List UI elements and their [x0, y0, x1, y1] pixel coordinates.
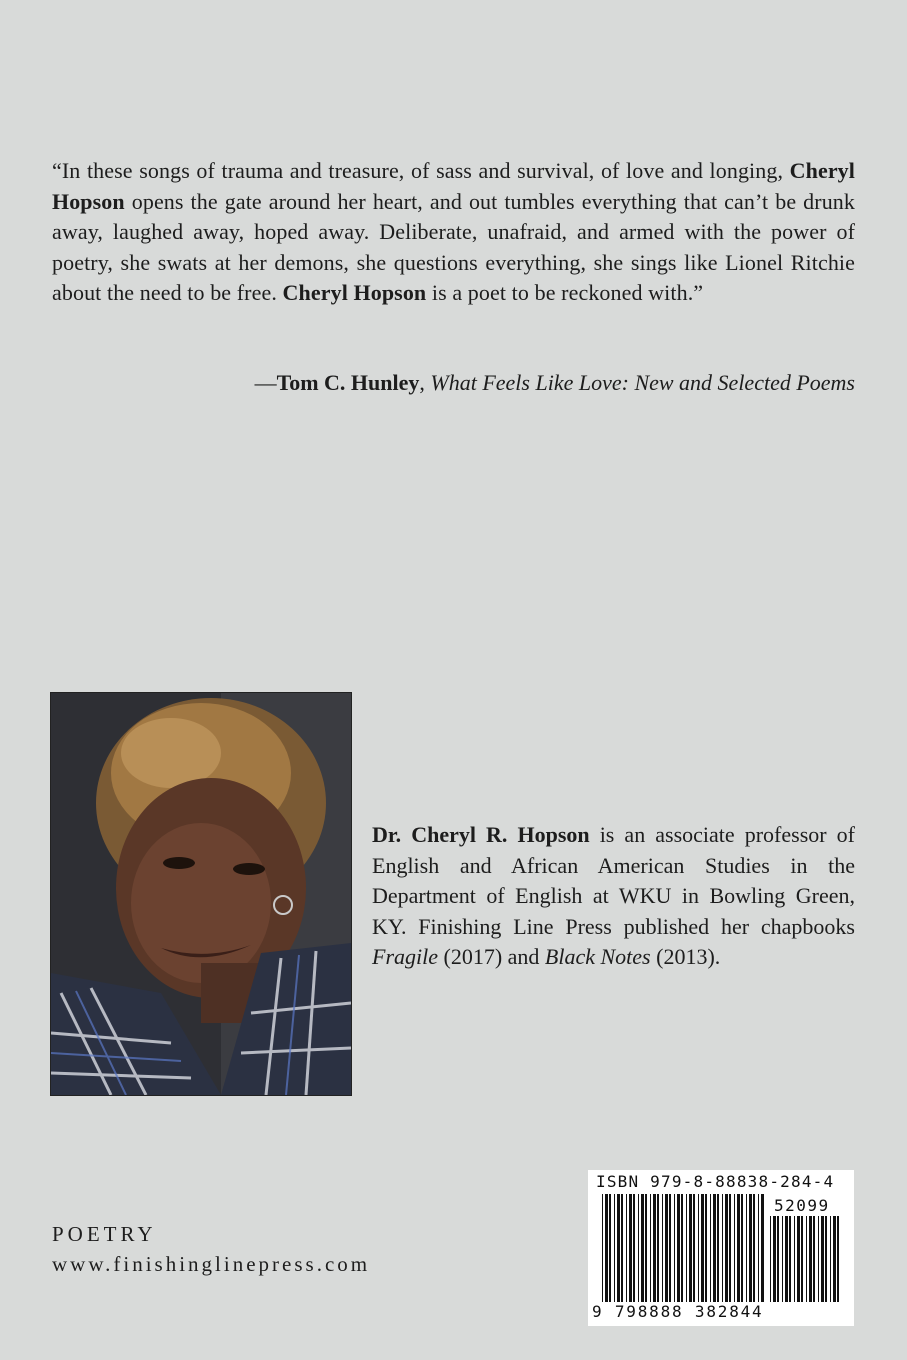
blurb-author-name-2: Cheryl Hopson: [282, 280, 427, 305]
barcode-bar: [653, 1194, 656, 1302]
barcode-bar: [626, 1194, 627, 1302]
barcode-bar: [609, 1194, 611, 1302]
barcode-addon-bars: [770, 1216, 842, 1302]
barcode-addon-digits: 52099: [774, 1196, 830, 1215]
barcode-bar: [629, 1194, 632, 1302]
barcode-bar: [749, 1194, 752, 1302]
barcode-bar: [797, 1216, 800, 1302]
barcode-bar: [821, 1216, 824, 1302]
bio-text-2: (2017) and: [438, 944, 545, 969]
barcode-bar: [830, 1216, 831, 1302]
barcode-bar: [713, 1194, 716, 1302]
barcode-bar: [818, 1216, 819, 1302]
barcode-bar: [753, 1194, 755, 1302]
barcode-bar: [650, 1194, 651, 1302]
blurb-author-name-1: Cheryl Hopson: [52, 158, 855, 214]
barcode-bar: [669, 1194, 671, 1302]
barcode-ean-digits: 9 798888 382844: [592, 1302, 764, 1321]
blurb-text-2: opens the gate around her heart, and out tumbles everything that can’t be drunk away, laughed away, hoped away. Deliberate, unafraid, and armed with the power of poetry, she swats at her demons, she questions everything, she sings like Lionel Ritchie about the need to be free.: [52, 188, 855, 305]
barcode-bar: [665, 1194, 668, 1302]
barcode-bar: [645, 1194, 647, 1302]
barcode-bar: [602, 1194, 603, 1302]
blurb-text-3: is a poet to be reckoned with.”: [426, 280, 704, 305]
barcode-bar: [677, 1194, 680, 1302]
barcode-bar: [741, 1194, 743, 1302]
barcode-bar: [689, 1194, 692, 1302]
author-photo: [50, 692, 352, 1096]
publisher-url: www.finishinglinepress.com: [52, 1252, 371, 1276]
barcode-bar: [638, 1194, 639, 1302]
barcode-bar: [761, 1194, 764, 1302]
barcode-bar: [641, 1194, 644, 1302]
attribution-separator: ,: [419, 370, 431, 395]
barcode-bar: [693, 1194, 695, 1302]
barcode-bar: [833, 1216, 836, 1302]
barcode-bar: [785, 1216, 788, 1302]
barcode-bar: [698, 1194, 699, 1302]
barcode-bar: [734, 1194, 735, 1302]
barcode-bar: [770, 1216, 771, 1302]
barcode-bar: [758, 1194, 759, 1302]
bio-book-title-1: Fragile: [372, 944, 438, 969]
blurb-quote: [52, 156, 855, 309]
barcode-bar: [662, 1194, 663, 1302]
barcode-bar: [621, 1194, 623, 1302]
isbn-label: ISBN 979-8-88838-284-4: [596, 1172, 835, 1191]
attribution-work-title: What Feels Like Love: New and Selected Poems: [430, 370, 855, 395]
barcode-bar: [729, 1194, 731, 1302]
barcode-bar: [614, 1194, 615, 1302]
bio-text-1: is an associate professor of English and African American Studies in the Department of English at WKU in Bowling Green, KY. Finishing Line Press published her chapbooks: [372, 822, 855, 939]
genre-label: POETRY: [52, 1222, 157, 1246]
barcode-bar: [722, 1194, 723, 1302]
barcode-bar: [737, 1194, 740, 1302]
barcode-bar: [806, 1216, 807, 1302]
barcode-bar: [717, 1194, 719, 1302]
isbn-barcode: [588, 1170, 854, 1326]
barcode-bar: [617, 1194, 620, 1302]
barcode-bar: [801, 1216, 803, 1302]
barcode-bar: [825, 1216, 827, 1302]
barcode-bar: [681, 1194, 683, 1302]
barcode-bar: [782, 1216, 783, 1302]
barcode-bar: [809, 1216, 812, 1302]
bio-text-3: (2013).: [650, 944, 721, 969]
barcode-bar: [813, 1216, 815, 1302]
barcode-main-bars: [602, 1194, 764, 1302]
author-bio: [372, 820, 855, 973]
barcode-bar: [605, 1194, 608, 1302]
barcode-bar: [705, 1194, 707, 1302]
barcode-bar: [746, 1194, 747, 1302]
barcode-bar: [794, 1216, 795, 1302]
barcode-bar: [773, 1216, 776, 1302]
barcode-bar: [633, 1194, 635, 1302]
barcode-bar: [701, 1194, 704, 1302]
barcode-bar: [674, 1194, 675, 1302]
barcode-bar: [686, 1194, 687, 1302]
attribution-author: Tom C. Hunley: [276, 370, 420, 395]
blurb-attribution: [255, 368, 855, 398]
barcode-bar: [657, 1194, 659, 1302]
barcode-bar: [725, 1194, 728, 1302]
attribution-dash: —: [254, 370, 277, 395]
barcode-bar: [777, 1216, 779, 1302]
barcode-bar: [789, 1216, 791, 1302]
bio-book-title-2: Black Notes: [544, 944, 651, 969]
barcode-bar: [837, 1216, 839, 1302]
barcode-bar: [710, 1194, 711, 1302]
blurb-text-1: “In these songs of trauma and treasure, of sass and survival, of love and longing,: [52, 158, 790, 183]
bio-author-name: Dr. Cheryl R. Hopson: [372, 822, 590, 847]
